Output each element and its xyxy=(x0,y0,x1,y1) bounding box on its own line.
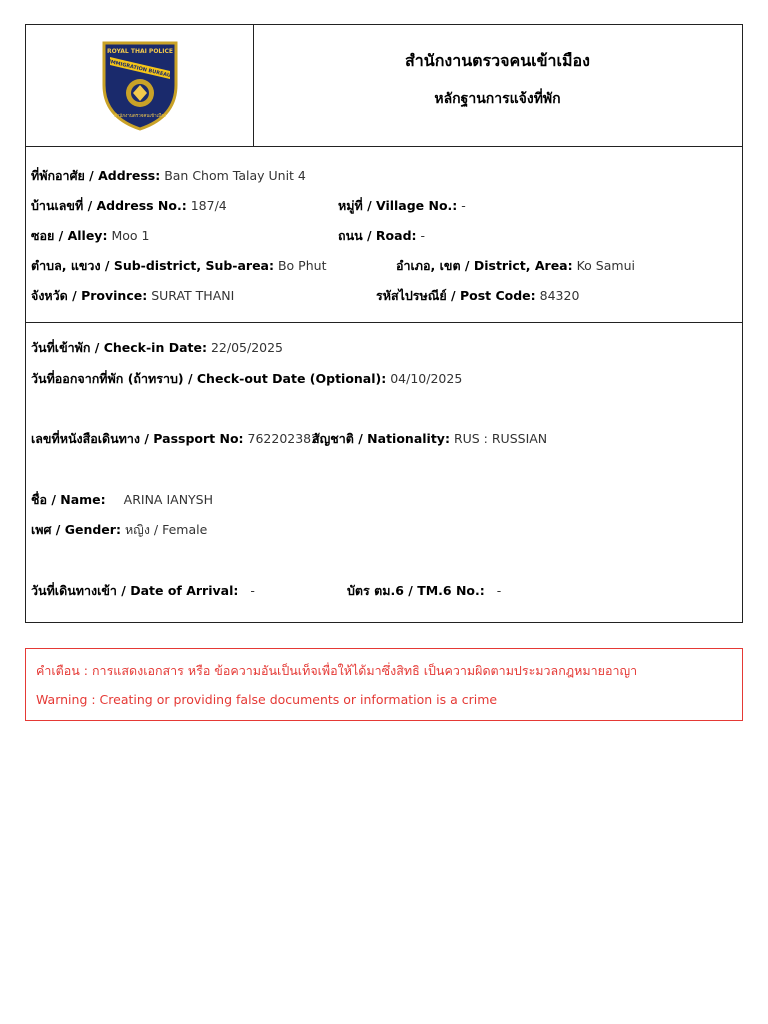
warning-thai: คำเตือน : การแสดงเอกสาร หรือ ข้อความอันเป็นเท็จเพื่อให้ได้มาซึ่งสิทธิ เป็นความผิดตามประมวลกฎหมายอาญา xyxy=(36,663,638,678)
postcode-row xyxy=(376,286,579,306)
postcode-value: 84320 xyxy=(539,288,580,303)
alley-label: ซอย / Alley: xyxy=(31,228,108,243)
tm6-label: บัตร ตม.6 / TM.6 No.: xyxy=(347,583,485,598)
nationality-label: สัญชาติ / Nationality: xyxy=(312,431,450,446)
checkout-row xyxy=(31,369,462,389)
gender-row xyxy=(31,520,207,540)
warning-english: Warning : Creating or providing false documents or information is a crime xyxy=(36,692,498,707)
checkin-row xyxy=(31,338,283,358)
address-row xyxy=(31,166,306,186)
form-header xyxy=(26,25,742,147)
name-label: ชื่อ / Name: xyxy=(31,492,106,507)
passport-row xyxy=(31,429,319,449)
address-value: Ban Chom Talay Unit 4 xyxy=(164,168,306,183)
district-label: อำเภอ, เขต / District, Area: xyxy=(396,258,573,273)
page-subtitle: หลักฐานการแจ้งที่พัก xyxy=(434,91,561,107)
alley-value: Moo 1 xyxy=(111,228,150,243)
road-value: - xyxy=(420,228,426,243)
royal-thai-police-badge-icon xyxy=(100,39,180,131)
tm6-row xyxy=(347,581,501,601)
passport-label: เลขที่หนังสือเดินทาง / Passport No: xyxy=(31,431,244,446)
nationality-row xyxy=(312,429,547,449)
notification-form xyxy=(25,24,743,623)
page-title: สำนักงานตรวจคนเข้าเมือง xyxy=(405,51,590,70)
village-value: - xyxy=(461,198,466,213)
name-value: ARINA IANYSH xyxy=(123,492,214,507)
arrival-value: - xyxy=(250,583,255,598)
subdistrict-label: ตำบล, แขวง / Sub-district, Sub-area: xyxy=(31,258,274,273)
road-row xyxy=(338,226,425,246)
arrival-label: วันที่เดินทางเข้า / Date of Arrival: xyxy=(31,583,239,598)
address-label: ที่พักอาศัย / Address: xyxy=(31,168,161,183)
province-label: จังหวัด / Province: xyxy=(31,288,148,303)
gender-label: เพศ / Gender: xyxy=(31,522,121,537)
address-section xyxy=(26,146,742,323)
warning-box xyxy=(25,648,743,721)
logo-cell xyxy=(26,25,254,146)
checkout-value: 04/10/2025 xyxy=(390,371,463,386)
village-row xyxy=(338,196,466,216)
logo-bottom-text: สำนักงานตรวจคนเข้าเมือง xyxy=(113,114,167,119)
address-no-row xyxy=(31,196,227,216)
checkin-label: วันที่เข้าพัก / Check-in Date: xyxy=(31,340,207,355)
subdistrict-row xyxy=(31,256,326,276)
checkin-value: 22/05/2025 xyxy=(210,340,284,355)
postcode-label: รหัสไปรษณีย์ / Post Code: xyxy=(376,288,536,303)
subdistrict-value: Bo Phut xyxy=(277,258,327,273)
province-row xyxy=(31,286,234,306)
arrival-row xyxy=(31,581,255,601)
logo-top-text: ROYAL THAI POLICE xyxy=(107,48,173,55)
gender-value: หญิง / Female xyxy=(124,522,208,537)
nationality-value: RUS : RUSSIAN xyxy=(453,431,548,446)
road-label: ถนน / Road: xyxy=(338,228,417,243)
village-label: หมู่ที่ / Village No.: xyxy=(338,198,458,213)
district-row xyxy=(396,256,635,276)
passport-value: 762202382 xyxy=(247,431,320,446)
province-value: SURAT THANI xyxy=(151,288,235,303)
checkout-label: วันที่ออกจากที่พัก (ถ้าทราบ) / Check-out Date (Optional): xyxy=(31,371,387,386)
address-no-value: 187/4 xyxy=(190,198,227,213)
name-row xyxy=(31,490,213,510)
address-no-label: บ้านเลขที่ / Address No.: xyxy=(31,198,187,213)
tm6-value: - xyxy=(496,583,502,598)
logo-ribbon-text: IMMIGRATION BUREAU xyxy=(108,58,172,80)
district-value: Ko Samui xyxy=(576,258,635,273)
alley-row xyxy=(31,226,149,246)
